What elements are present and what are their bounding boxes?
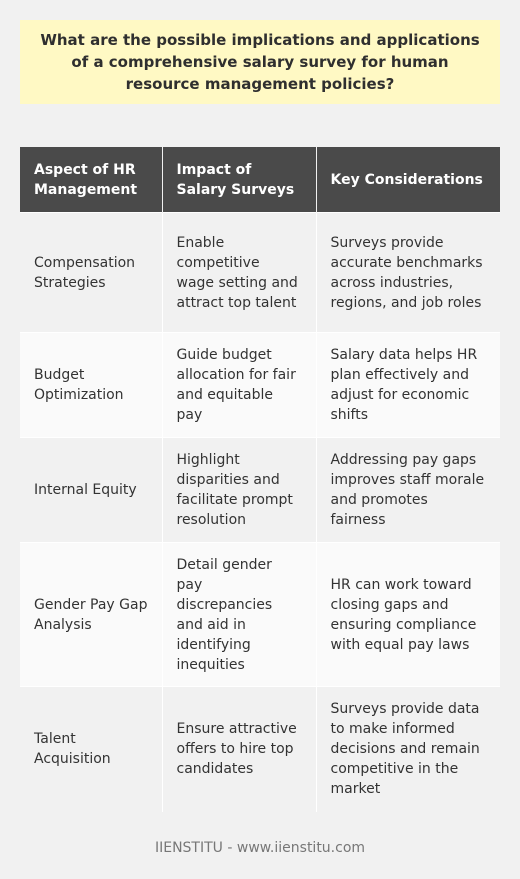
table-row [20, 438, 500, 543]
table-header-row [20, 147, 500, 213]
cell-considerations: Surveys provide data to make informed decisions and remain competitive in the market [316, 687, 500, 812]
cell-considerations: Addressing pay gaps improves staff morale and promotes fairness [316, 438, 500, 543]
cell-impact: Guide budget allocation for fair and equitable pay [162, 333, 316, 438]
cell-impact: Highlight disparities and facilitate prompt resolution [162, 438, 316, 543]
cell-aspect: Compensation Strategies [20, 213, 162, 333]
cell-impact: Ensure attractive offers to hire top candidates [162, 687, 316, 812]
cell-considerations: Surveys provide accurate benchmarks across industries, regions, and job roles [316, 213, 500, 333]
column-header-considerations: Key Considerations [316, 147, 500, 213]
question-box [20, 20, 500, 104]
hr-salary-survey-table [20, 147, 500, 812]
cell-aspect: Internal Equity [20, 438, 162, 543]
cell-aspect: Budget Optimization [20, 333, 162, 438]
question-title: What are the possible implications and applications of a comprehensive salary survey for human resource management policies? [40, 31, 480, 93]
cell-considerations: Salary data helps HR plan effectively and adjust for economic shifts [316, 333, 500, 438]
cell-considerations: HR can work toward closing gaps and ensuring compliance with equal pay laws [316, 543, 500, 687]
footer-credit: IIENSTITU - www.iienstitu.com [154, 840, 366, 856]
column-header-impact: Impact of Salary Surveys [162, 147, 316, 213]
table-row [20, 687, 500, 812]
cell-impact: Detail gender pay discrepancies and aid in identifying inequities [162, 543, 316, 687]
table-row [20, 213, 500, 333]
cell-aspect: Talent Acquisition [20, 687, 162, 812]
cell-impact: Enable competitive wage setting and attract top talent [162, 213, 316, 333]
table-row [20, 333, 500, 438]
column-header-aspect: Aspect of HR Management [20, 147, 162, 213]
table-row [20, 543, 500, 687]
cell-aspect: Gender Pay Gap Analysis [20, 543, 162, 687]
